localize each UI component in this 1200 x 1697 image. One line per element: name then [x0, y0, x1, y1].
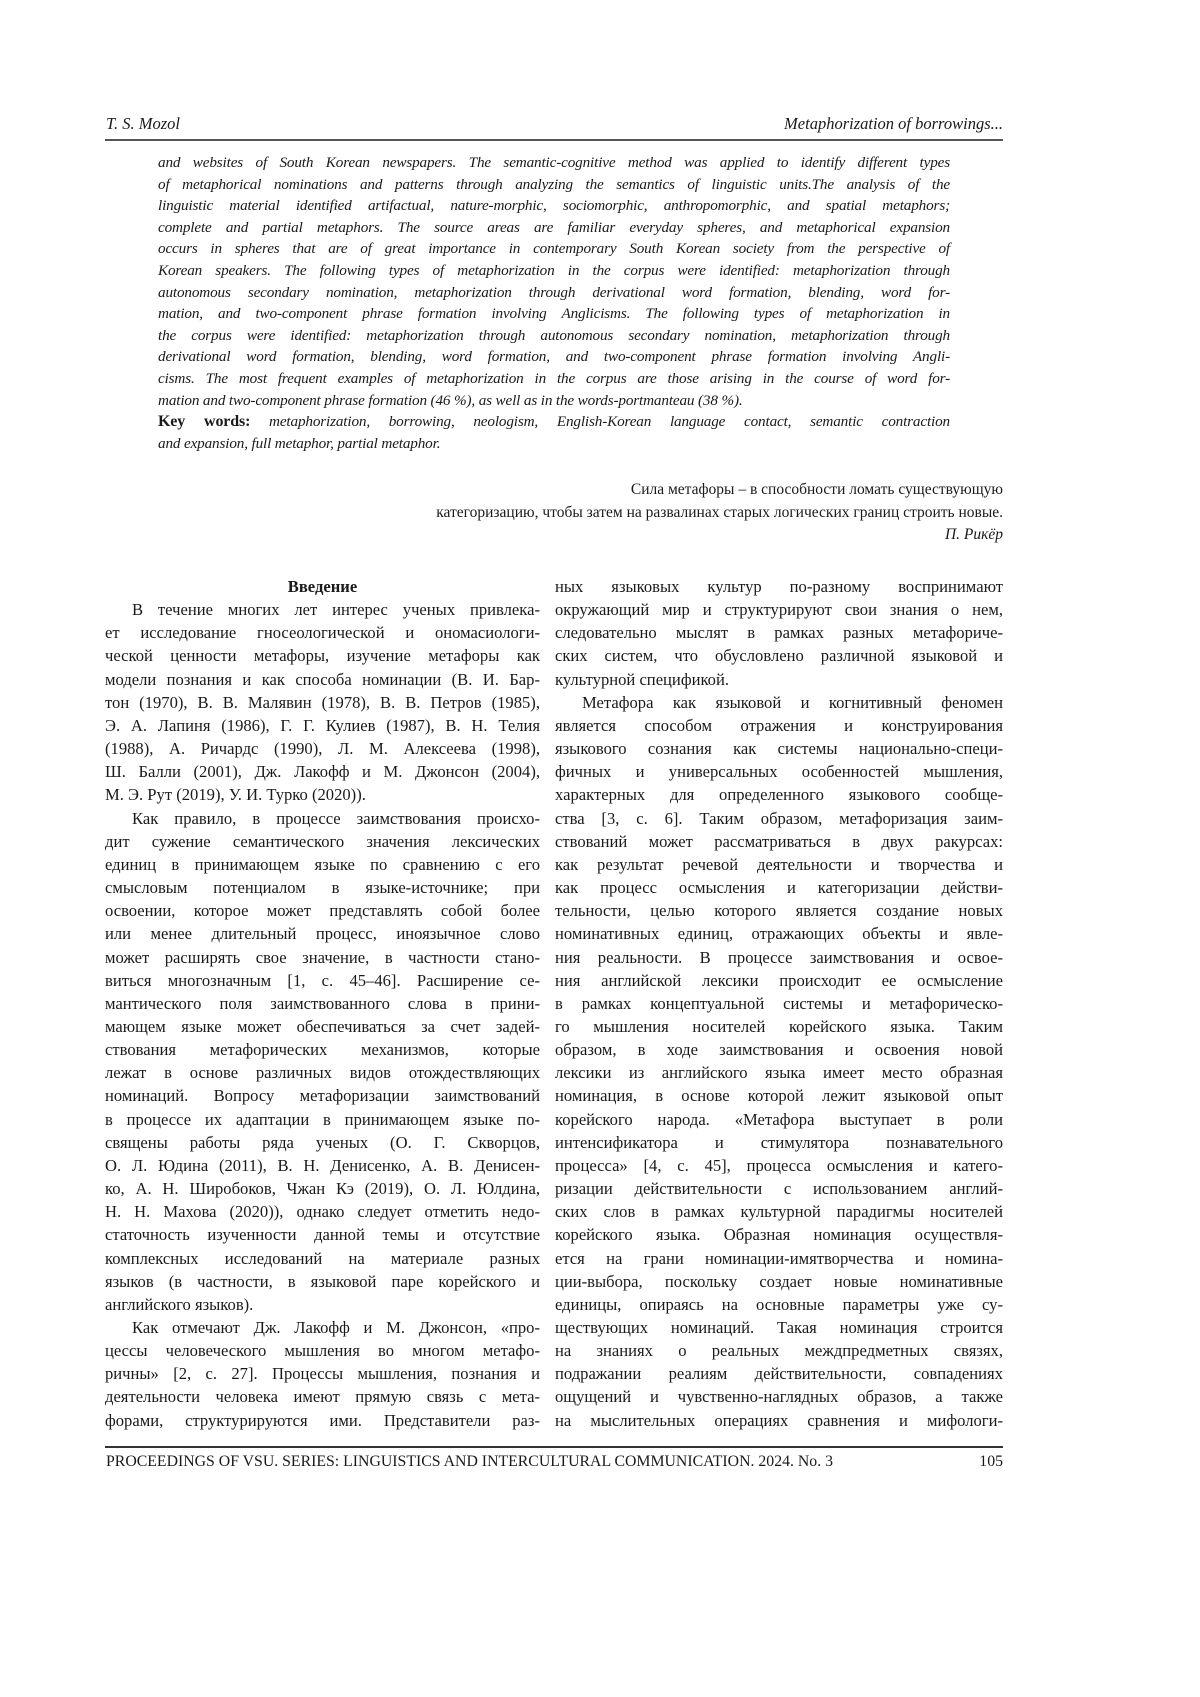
- text-line: ется на грани номинации-имятворчества и номина-: [555, 1247, 1003, 1270]
- text-line: М. Э. Рут (2019), У. И. Турко (2020)).: [105, 783, 540, 806]
- abstract-line: Korean speakers. The following types of metaphorization in the corpus were identified: metaphorization through: [158, 260, 950, 282]
- abstract-line: linguistic material identified artifactual, nature-morphic, sociomorphic, anthropomorphic, and spatial metaphors;: [158, 195, 950, 217]
- text-line: лексики из английского языка имеет место образная: [555, 1061, 1003, 1084]
- abstract-line: complete and partial metaphors. The source areas are familiar everyday spheres, and metaphorical expansion: [158, 217, 950, 239]
- abstract-line: autonomous secondary nomination, metaphorization through derivational word formation, blending, word for-: [158, 282, 950, 304]
- keywords-line: [158, 411, 950, 433]
- abstract-lines: [158, 152, 950, 411]
- text-line: лежат в основе различных видов отождествляющих: [105, 1061, 540, 1084]
- running-header-title: Metaphorization of borrowings...: [784, 114, 1003, 134]
- text-line: ко, А. Н. Широбоков, Чжан Кэ (2019), О. Л. Юлдина,: [105, 1177, 540, 1200]
- text-line: следовательно мыслят в рамках разных метафориче-: [555, 621, 1003, 644]
- abstract-line: and websites of South Korean newspapers. The semantic-cognitive method was applied to identify different types: [158, 152, 950, 174]
- text-line: ощущений и чувственно-наглядных образов, а также: [555, 1385, 1003, 1408]
- text-line: ричны» [2, с. 27]. Процессы мышления, познания и: [105, 1362, 540, 1385]
- left-column: [105, 575, 540, 1432]
- epigraph-author: П. Рикёр: [436, 524, 1003, 547]
- text-line: Ш. Балли (2001), Дж. Лакофф и М. Джонсон (2004),: [105, 760, 540, 783]
- text-line: как процесс осмысления и категоризации действи-: [555, 876, 1003, 899]
- text-line: ских систем, что обусловлено различной языковой и: [555, 644, 1003, 667]
- keywords-label: Key words:: [158, 413, 250, 430]
- text-line: является способом отражения и конструирования: [555, 714, 1003, 737]
- text-line: модели познания и как способа номинации (В. И. Бар-: [105, 668, 540, 691]
- text-line: ства [3, с. 6]. Таким образом, метафоризация заим-: [555, 807, 1003, 830]
- keywords-line: and expansion, full metaphor, partial metaphor.: [158, 433, 950, 455]
- text-line: священы работы ряда ученых (О. Г. Скворцов,: [105, 1131, 540, 1154]
- epigraph-line: Сила метафоры – в способности ломать существующую: [436, 479, 1003, 502]
- text-line: культурной спецификой.: [555, 668, 1003, 691]
- text-line: номинаций. Вопросу метафоризации заимствований: [105, 1084, 540, 1107]
- paragraph: [555, 575, 1003, 691]
- text-line: Э. А. Лапиня (1986), Г. Г. Кулиев (1987), В. Н. Телия: [105, 714, 540, 737]
- text-line: статочность изученности данной темы и отсутствие: [105, 1223, 540, 1246]
- text-line: комплексных исследований на материале разных: [105, 1247, 540, 1270]
- text-line: корейского языка. Образная номинация осуществля-: [555, 1223, 1003, 1246]
- text-line: номинация, в основе которой лежит языковой опыт: [555, 1084, 1003, 1107]
- text-line: ществующих номинаций. Такая номинация строится: [555, 1316, 1003, 1339]
- text-line: образом, в ходе заимствования и освоения новой: [555, 1038, 1003, 1061]
- text-line: английского языков).: [105, 1293, 540, 1316]
- footer: [106, 1453, 1003, 1471]
- abstract-line: the corpus were identified: metaphorization through autonomous secondary nomination, metaphorization through: [158, 325, 950, 347]
- text-line: языкового сознания как системы национально-специ-: [555, 737, 1003, 760]
- keywords-text: metaphorization, borrowing, neologism, English-Korean language contact, semantic contraction: [250, 413, 950, 430]
- abstract: [158, 152, 950, 454]
- abstract-line: cisms. The most frequent examples of metaphorization in the corpus are those arising in the course of word for-: [158, 368, 950, 390]
- text-line: Как правило, в процессе заимствования происхо-: [105, 807, 540, 830]
- text-line: форами, структурируются ими. Представители раз-: [105, 1409, 540, 1432]
- text-line: единицы, опираясь на основные параметры уже су-: [555, 1293, 1003, 1316]
- text-line: на мыслительных операциях сравнения и мифологи-: [555, 1409, 1003, 1432]
- text-line: единиц в принимающем языке по сравнению с его: [105, 853, 540, 876]
- epigraph: [436, 479, 1003, 547]
- paragraph: [555, 691, 1003, 1432]
- text-line: ских слов в рамках культурной парадигмы носителей: [555, 1200, 1003, 1223]
- text-line: тельности, целью которого является создание новых: [555, 899, 1003, 922]
- abstract-line: of metaphorical nominations and patterns through analyzing the semantics of linguistic units.The analysis of the: [158, 174, 950, 196]
- text-line: (1988), А. Ричардс (1990), Л. М. Алексеева (1998),: [105, 737, 540, 760]
- text-line: ет исследование гносеологической и ономасиологи-: [105, 621, 540, 644]
- right-column: [555, 575, 1003, 1432]
- epigraph-line: категоризацию, чтобы затем на развалинах старых логических границ строить новые.: [436, 502, 1003, 525]
- text-line: цессы человеческого мышления во многом метафо-: [105, 1339, 540, 1362]
- paragraph: [105, 1316, 540, 1432]
- text-line: ствований может рассматриваться в двух ракурсах:: [555, 830, 1003, 853]
- page-number: 105: [979, 1453, 1003, 1471]
- text-line: номинативных единиц, отражающих объекты и явле-: [555, 922, 1003, 945]
- text-line: тон (1970), В. В. Малявин (1978), В. В. Петров (1985),: [105, 691, 540, 714]
- text-line: ческой ценности метафоры, изучение метафоры как: [105, 644, 540, 667]
- text-line: ния реальности. В процессе заимствования и освое-: [555, 946, 1003, 969]
- abstract-line: mation and two-component phrase formation (46 %), as well as in the words-portmanteau (38 %).: [158, 390, 950, 412]
- text-line: О. Л. Юдина (2011), В. Н. Денисенко, А. В. Денисен-: [105, 1154, 540, 1177]
- text-line: подражании реалиям действительности, совпадениях: [555, 1362, 1003, 1385]
- text-line: освоении, которое может представлять собой более: [105, 899, 540, 922]
- text-line: смысловым потенциалом в языке-источнике; при: [105, 876, 540, 899]
- abstract-line: derivational word formation, blending, word formation, and two-component phrase formation involving Angli-: [158, 346, 950, 368]
- text-line: в рамках концептуальной системы и метафорическо-: [555, 992, 1003, 1015]
- text-line: может расширять свое значение, в частности стано-: [105, 946, 540, 969]
- text-line: интенсификатора и стимулятора познавательного: [555, 1131, 1003, 1154]
- text-line: ния английской лексики происходит ее осмысление: [555, 969, 1003, 992]
- header-rule: [105, 139, 1003, 141]
- paragraph: [105, 807, 540, 1316]
- text-line: мантического поля заимствованного слова в прини-: [105, 992, 540, 1015]
- text-line: дит сужение семантического значения лексических: [105, 830, 540, 853]
- abstract-line: occurs in spheres that are of great importance in contemporary South Korean society from the perspective of: [158, 238, 950, 260]
- text-line: мающем языке может обеспечиваться за счет задей-: [105, 1015, 540, 1038]
- text-line: виться многозначным [1, с. 45–46]. Расширение се-: [105, 969, 540, 992]
- text-line: окружающий мир и структурируют свои знания о нем,: [555, 598, 1003, 621]
- paragraph: [105, 598, 540, 806]
- text-line: ствования метафорических механизмов, которые: [105, 1038, 540, 1061]
- text-line: языков (в частности, в языковой паре корейского и: [105, 1270, 540, 1293]
- text-line: или менее длительный процесс, иноязычное слово: [105, 922, 540, 945]
- text-line: ции-выбора, поскольку создает новые номинативные: [555, 1270, 1003, 1293]
- footer-rule: [105, 1446, 1003, 1448]
- running-header-author: T. S. Mozol: [106, 114, 180, 134]
- text-line: фичных и универсальных особенностей мышления,: [555, 760, 1003, 783]
- text-line: Как отмечают Дж. Лакофф и М. Джонсон, «про-: [105, 1316, 540, 1339]
- section-title: Введение: [105, 575, 540, 598]
- abstract-line: mation, and two-component phrase formation involving Anglicisms. The following types of metaphorization in: [158, 303, 950, 325]
- text-line: процесса» [4, с. 45], процесса осмысления и катего-: [555, 1154, 1003, 1177]
- text-line: ных языковых культур по-разному воспринимают: [555, 575, 1003, 598]
- text-line: характерных для определенного языкового сообще-: [555, 783, 1003, 806]
- text-line: в процессе их адаптации в принимающем языке по-: [105, 1108, 540, 1131]
- text-line: ризации действительности с использованием англий-: [555, 1177, 1003, 1200]
- text-line: Метафора как языковой и когнитивный феномен: [555, 691, 1003, 714]
- text-line: как результат речевой деятельности и творчества и: [555, 853, 1003, 876]
- text-line: го мышления носителей корейского языка. Таким: [555, 1015, 1003, 1038]
- text-line: В течение многих лет интерес ученых привлека-: [105, 598, 540, 621]
- text-line: корейского народа. «Метафора выступает в роли: [555, 1108, 1003, 1131]
- journal-name: PROCEEDINGS OF VSU. SERIES: LINGUISTICS AND INTERCULTURAL COMMUNICATION. 2024. No. 3: [106, 1453, 833, 1471]
- text-line: на знаниях о реальных междпредметных связях,: [555, 1339, 1003, 1362]
- text-line: Н. Н. Махова (2020)), однако следует отметить недо-: [105, 1200, 540, 1223]
- text-line: деятельности человека имеют прямую связь с мета-: [105, 1385, 540, 1408]
